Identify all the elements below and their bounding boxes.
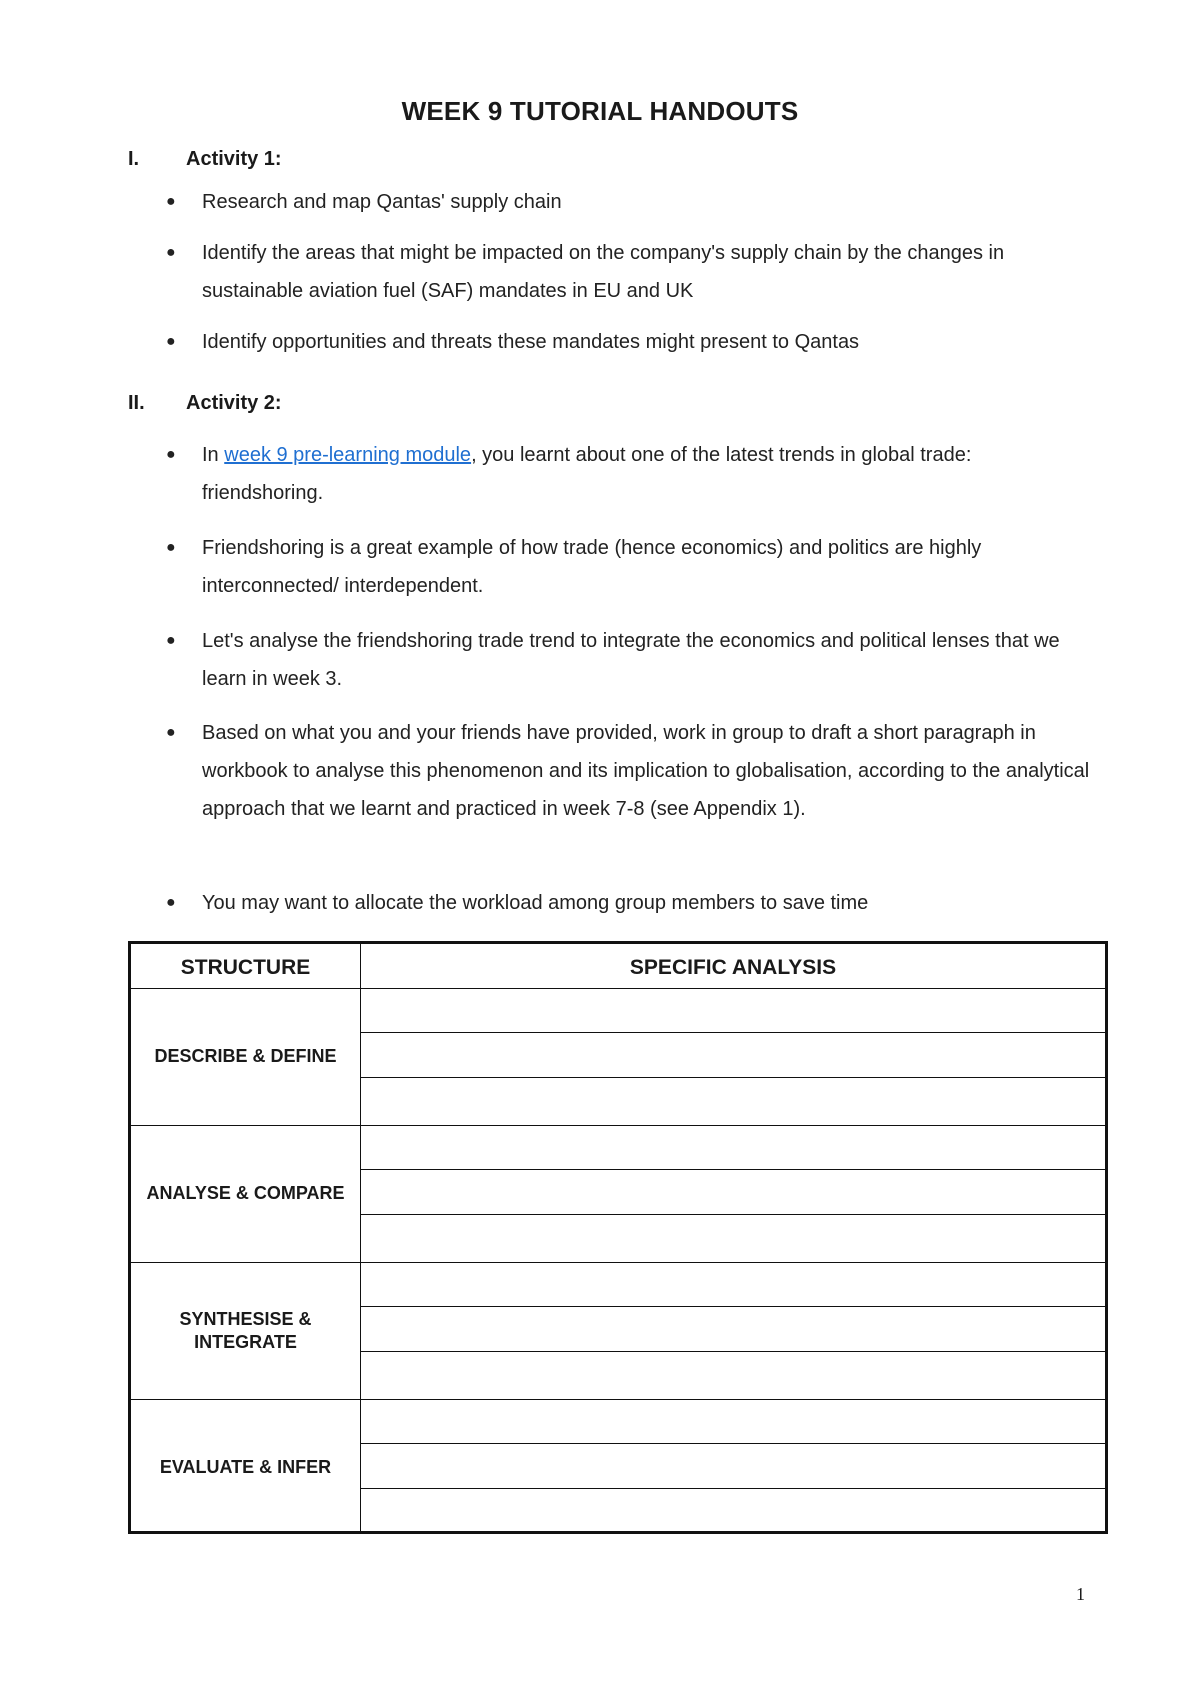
bullet-icon: ● [166, 539, 176, 556]
table-header-row [131, 944, 1105, 989]
activity-2-label: Activity 2: [186, 392, 282, 414]
activity-1-label: Activity 1: [186, 148, 282, 170]
bullet-text: Identify opportunities and threats these mandates might present to Qantas [202, 331, 860, 353]
analysis-table [128, 941, 1108, 1534]
bullet-text: Based on what you and your friends have provided, work in group to draft a short paragraph in workbook to analyse this phenomenon and its implication to globalisation, according to the analytical approach that we learnt and practiced in week 7-8 (see Appendix 1). [202, 722, 1090, 820]
row-label-synthesise-integrate: SYNTHESISE & INTEGRATE [179, 1308, 312, 1352]
specific-analysis-header: SPECIFIC ANALYSIS [629, 956, 837, 979]
activity-2-heading [128, 392, 282, 415]
bullet-text: Friendshoring is a great example of how trade (hence economics) and politics are highly interconnected/ interdependent. [202, 537, 982, 597]
bullet-suffix: , you learnt about one of the latest trends in global trade: friendshoring. [202, 444, 972, 504]
table-row [131, 1399, 1105, 1536]
analysis-line-cell[interactable] [361, 1444, 1105, 1489]
analysis-line-cell[interactable] [361, 1078, 1105, 1123]
bullet-icon: ● [166, 632, 176, 649]
table-row [131, 988, 1105, 1126]
bullet-icon: ● [166, 894, 176, 911]
bullet-text [202, 436, 1096, 512]
list-item [166, 183, 1096, 221]
list-item [166, 714, 1096, 828]
list-item [166, 323, 1096, 361]
structure-header: STRUCTURE [180, 956, 311, 979]
bullet-text: Identify the areas that might be impacted on the company's supply chain by the changes in sustainable aviation fuel (SAF) mandates in EU and UK [202, 242, 1005, 302]
row-label-describe-define: DESCRIBE & DEFINE [154, 1046, 337, 1066]
bullet-text: Let's analyse the friendshoring trade trend to integrate the economics and political lenses that we learn in week 3. [202, 630, 1060, 690]
page-title: WEEK 9 TUTORIAL HANDOUTS [401, 96, 799, 126]
analysis-line-cell[interactable] [361, 1033, 1105, 1078]
analysis-line-cell[interactable] [361, 988, 1105, 1033]
analysis-line-cell[interactable] [361, 1399, 1105, 1444]
bullet-icon: ● [166, 724, 176, 741]
analysis-line-cell[interactable] [361, 1307, 1105, 1352]
activity-1-numeral: I. [128, 148, 140, 170]
pre-learning-module-link[interactable]: week 9 pre-learning module [224, 444, 472, 466]
analysis-line-cell[interactable] [361, 1215, 1105, 1260]
table-row [131, 1262, 1105, 1400]
bullet-icon: ● [166, 333, 176, 350]
list-item [166, 529, 1096, 605]
bullet-prefix: In [202, 444, 225, 466]
bullet-icon: ● [166, 193, 176, 210]
analysis-line-cell[interactable] [361, 1489, 1105, 1534]
activity-1-heading [128, 148, 282, 171]
list-item [166, 436, 1096, 512]
list-item [166, 234, 1096, 310]
table-row [131, 1125, 1105, 1263]
activity-2-numeral: II. [128, 392, 145, 414]
bullet-text: Research and map Qantas' supply chain [202, 191, 562, 213]
analysis-line-cell[interactable] [361, 1170, 1105, 1215]
list-item [166, 884, 1096, 922]
row-label-analyse-compare: ANALYSE & COMPARE [146, 1183, 345, 1203]
bullet-text: You may want to allocate the workload among group members to save time [202, 892, 869, 914]
row-label-evaluate-infer: EVALUATE & INFER [159, 1457, 332, 1477]
bullet-icon: ● [166, 446, 176, 463]
bullet-icon: ● [166, 244, 176, 261]
list-item [166, 622, 1096, 698]
analysis-line-cell[interactable] [361, 1262, 1105, 1307]
page-number: 1 [1076, 1584, 1085, 1604]
analysis-line-cell[interactable] [361, 1125, 1105, 1170]
analysis-line-cell[interactable] [361, 1352, 1105, 1397]
